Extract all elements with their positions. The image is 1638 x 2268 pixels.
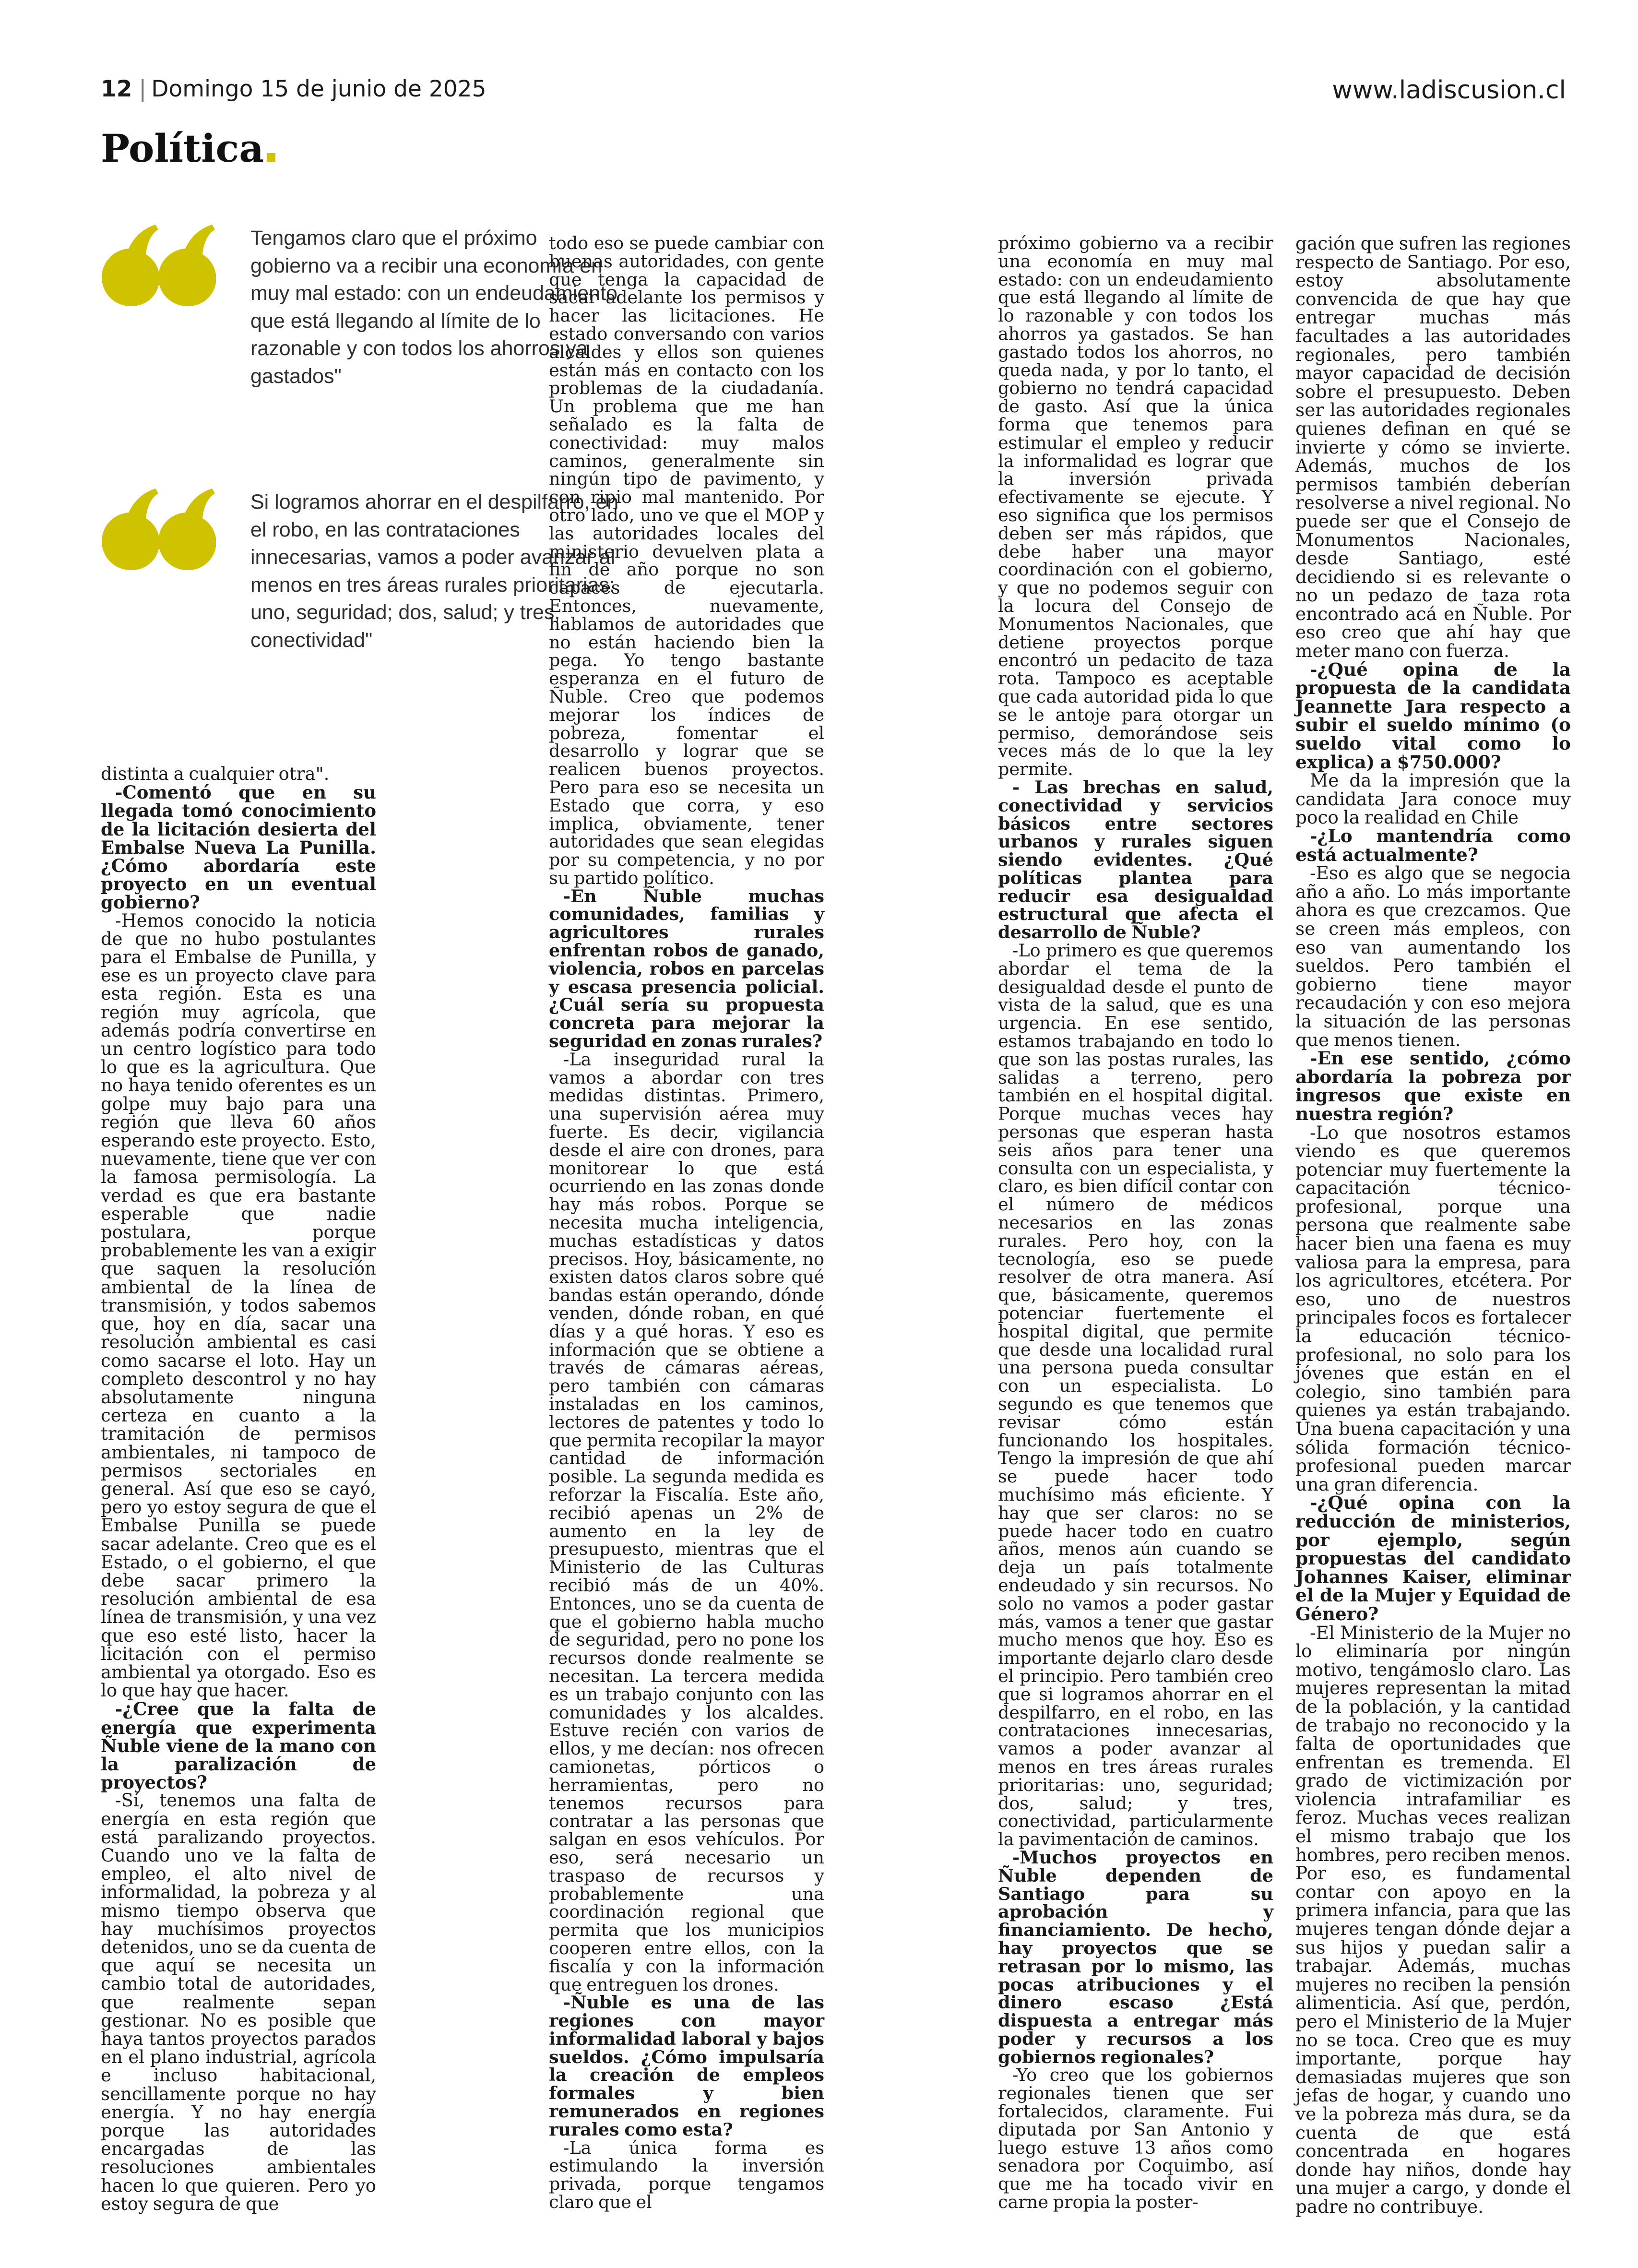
paragraph: distinta a cualquier otra". xyxy=(101,764,330,784)
quote-mark-icon xyxy=(101,225,216,306)
paragraph: -La inseguridad rural la vamos a abordar con tres medidas distintas. Primero, una supervisión aérea muy fuerte. Es decir, vigilancia desde el aire con drones, para monitorear lo que está ocurriendo en las zonas donde hay más robos. Porque se necesita mucha inteligencia, muchas estadísticas y datos precisos. Hoy, básicamente, no existen datos claros sobre qué bandas están operando, dónde venden, dónde roban, en qué días y a qué horas. Y eso es información que se obtiene a través de cámaras aéreas, pero también con cámaras instaladas en los caminos, lectores de patentes y todo lo que permita recopilar la mayor cantidad de información posible. La segunda medida es reforzar la Fiscalía. Este año, recibió apenas un 2% de aumento en la ley de presupuesto, mientras que el Ministerio de las Culturas recibió más de un 40%. Entonces, uno se da cuenta de que el gobierno habla mucho de seguridad, pero no pone los recursos donde realmente se necesitan. La tercera medida es un trabajo conjunto con las comunidades y los alcaldes. Estuve recién con varios de ellos, y me decían: nos ofrecen camionetas, pórticos o herramientas, pero no tenemos recursos para contratar a las personas que salgan en esos vehículos. Por eso, será necesario un traspaso de recursos y probablemente una coordinación regional que permita que los municipios cooperen entre ellos, con la fiscalía y con la información que entreguen los drones. xyxy=(549,1049,824,1995)
paragraph: -Eso es algo que se negocia año a año. Lo más importante ahora es que crezcamos. Que se creen más empleos, con eso van aumentando los sueldos. Pero también el gobierno tiene mayor recaudación y con eso mejora la situación de las personas que menos tienen. xyxy=(1295,862,1571,1050)
paragraph: todo eso se puede cambiar con buenas autoridades, con gente que tenga la capacidad de sacar adelante los permisos y hacer las licitaciones. He estado conversando con varios alcaldes y ellos son quienes están más en contacto con los problemas de la ciudadanía. Un problema que me han señalado es la falta de conectividad: muy malos caminos, generalmente sin ningún tipo de pavimento, y con ripio mal mantenido. Por otro lado, uno ve que el MOP y las autoridades locales del ministerio devuelven plata a fin de año porque no son capaces de ejecutarla. Entonces, nuevamente, hablamos de autoridades que no están haciendo bien la pega. Yo tengo bastante esperanza en el futuro de Ñuble. Creo que podemos mejorar los índices de pobreza, fomentar el desarrollo y lograr que se realicen buenos proyectos. Pero para eso se necesita un Estado que corra, y eso implica, obviamente, tener autoridades que sean elegidas por su competencia, y no por su partido político. xyxy=(549,233,824,888)
pull-quote-text: Si logramos ahorrar en el despilfarro, en el robo, en las contrataciones innecesarias, vamos a poder avanzar al menos en tres áreas rurales prioritarias: uno, seguridad; dos, salud; y tres, conectividad" xyxy=(250,490,619,652)
section-dot-icon xyxy=(267,153,275,162)
paragraph: -Yo creo que los gobiernos regionales tienen que ser fortalecidos, claramente. Fui diputada por San Antonio y luego estuve 13 años como senadora por Coquimbo, así que me ha tocado vivir en carne propia la poster- xyxy=(998,2065,1273,2213)
paragraph: gación que sufren las regiones respecto de Santiago. Por eso, estoy absolutamente convencida de que hay que entregar muchas más facultades a las autoridades regionales, pero también mayor capacidad de decisión sobre el presupuesto. Deben ser las autoridades regionales quienes definan en qué se invierte y cómo se invierte. Además, muchos de los permisos también deberían resolverse a nivel regional. No puede ser que el Consejo de Monumentos Nacionales, desde Santiago, esté decidiendo si es relevante o no un pedazo de taza rota encontrado acá en Ñuble. Por eso creo que ahí hay que meter mano con fuerza. xyxy=(1295,233,1571,662)
page-header xyxy=(101,76,486,102)
interview-question: -Ñuble es una de las regiones con mayor informalidad laboral y bajos sueldos. ¿Cómo impulsaría la creación de empleos formales y bien remunerados en regiones rurales como esta? xyxy=(549,1992,824,2140)
interview-question: -¿Lo mantendría como está actualmente? xyxy=(1295,825,1571,865)
interview-question: -Comentó que en su llegada tomó conocimiento de la licitación desierta del Embalse Nueva La Punilla. ¿Cómo abordaría este proyecto en un eventual gobierno? xyxy=(101,782,376,913)
paragraph: próximo gobierno va a recibir una economía en muy mal estado: con un endeudamiento que está llegando al límite de lo razonable y con todos los ahorros ya gastados. Se han gastado todos los ahorros, no queda nada, y por lo tanto, el gobierno no tendrá capacidad de gasto. Así que la única forma que tenemos para estimular el empleo y reducir la informalidad es lograr que la inversión privada efectivamente se ejecute. Y eso significa que los permisos deben ser más rápidos, que debe haber una mayor coordinación con el gobierno, y que no podemos seguir con la locura del Consejo de Monumentos Nacionales, que detiene proyectos porque encontró un pedacito de taza rota. Tampoco es aceptable que cada autoridad pida lo que se le antoje para otorgar un permiso, demorándose seis veces más de lo que la ley permite. xyxy=(998,233,1273,780)
article-column-1 xyxy=(101,765,376,2213)
paragraph: -Lo primero es que queremos abordar el tema de la desigualdad desde el punto de vista de la salud, que es una urgencia. En ese sentido, estamos trabajando en todo lo que son las postas rurales, las salidas a terreno, pero también en el hospital digital. Porque muchas veces hay personas que esperan hasta seis años para tener una consulta con un especialista, y claro, es bien difícil contar con el número de médicos necesarios en las zonas rurales. Pero hoy, con la tecnología, eso se puede resolver de otra manera. Así que, básicamente, queremos potenciar fuertemente el hospital digital, que permite que desde una localidad rural una persona pueda consultar con un especialista. Lo segundo es que tenemos que revisar cómo están funcionando los hospitales. Tengo la impresión de que ahí se puede hacer todo muchísimo más eficiente. Y hay que ser claros: no se puede hacer todo en cuatro años, menos aún cuando se deja un país totalmente endeudado y sin recursos. No solo no vamos a poder gastar más, vamos a tener que gastar mucho menos que hoy. Eso es importante dejarlo claro desde el principio. Pero también creo que si logramos ahorrar en el despilfarro, en el robo, en las contrataciones innecesarias, vamos a poder avanzar al menos en tres áreas rurales prioritarias: uno, seguridad; dos, salud; y tres, conectividad, particularmente la pavimentación de caminos. xyxy=(998,940,1273,1850)
pull-quote-text: Tengamos claro que el próximo gobierno va a recibir una economía en muy mal estado: con un endeudamiento que está llegando al límite de lo razonable y con todos los ahorros ya gastados" xyxy=(250,227,617,388)
interview-question: -En Ñuble muchas comunidades, familias y agricultores rurales enfrentan robos de ganado, violencia, robos en parcelas y escasa presencia policial. ¿Cuál sería su propuesta concreta para mejorar la seguridad en zonas rurales? xyxy=(549,885,824,1052)
paragraph: -La única forma es estimulando la inversión privada, porque tengamos claro que el xyxy=(549,2137,824,2213)
interview-question: - Las brechas en salud, conectividad y servicios básicos entre sectores urbanos y rurales siguen siendo evidentes. ¿Qué políticas plantea para reducir esa desigualdad estructural que afecta el desarrollo de Ñuble? xyxy=(998,776,1273,943)
article-column-3 xyxy=(998,234,1273,2211)
interview-question: -En ese sentido, ¿cómo abordaría la pobreza por ingresos que existe en nuestra región? xyxy=(1295,1048,1571,1124)
paragraph: -Hemos conocido la noticia de que no hubo postulantes para el Embalse de Punilla, y ese es un proyecto clave para esta región. Esta es una región muy agrícola, que además podría convertirse en un centro logístico para todo lo que es la agricultura. Que no haya tenido oferentes es un golpe muy bajo para una región que lleva 60 años esperando este proyecto. Esto, nuevamente, tiene que ver con la famosa permisología. La verdad es que era bastante esperable que nadie postulara, porque probablemente les van a exigir que saquen la resolución ambiental de la línea de transmisión, y todos sabemos que, hoy en día, sacar una resolución ambiental es casi como sacarse el loto. Hay un completo descontrol y no hay absolutamente ninguna certeza en cuanto a la tramitación de permisos ambientales, ni tampoco de permisos sectoriales en general. Así que eso se cayó, pero yo estoy segura de que el Embalse Punilla se puede sacar adelante. Creo que es el Estado, o el gobierno, el que debe sacar primero la resolución ambiental de esa línea de transmisión, y una vez que eso esté listo, hacer la licitación con el permiso ambiental ya otorgado. Eso es lo que hay que hacer. xyxy=(101,910,376,1701)
page-number: 12 xyxy=(101,76,132,102)
quote-mark-icon xyxy=(101,489,216,570)
paragraph: -Lo que nosotros estamos viendo es que queremos potenciar muy fuertemente la capacitación técnico-profesional, porque una persona que realmente sabe hacer bien una faena es muy valiosa para la empresa, para los agricultores, etcétera. Por eso, uno de nuestros principales focos es fortalecer la educación técnico-profesional, no solo para los jóvenes que están en el colegio, sino también para quienes ya están trabajando. Una buena capacitación y una sólida formación técnico-profesional pueden marcar una gran diferencia. xyxy=(1295,1122,1571,1495)
paragraph: -Sí, tenemos una falta de energía en esta región que está paralizando proyectos. Cuando uno ve la falta de empleo, el alto nivel de informalidad, la pobreza y al mismo tiempo observa que hay muchísimos proyectos detenidos, uno se da cuenta de que aquí se necesita un cambio total de autoridades, que realmente sepan gestionar. No es posible que haya tantos proyectos parados en el plano industrial, agrícola e incluso habitacional, sencillamente porque no hay energía. Y no hay energía porque las autoridades encargadas de las resoluciones ambientales hacen lo que quieren. Pero yo estoy segura de que xyxy=(101,1790,376,2214)
pull-quote-1 xyxy=(101,225,617,445)
interview-question: -Muchos proyectos en Ñuble dependen de Santiago para su aprobación y financiamiento. De hecho, hay proyectos que se retrasan por lo mismo, las pocas atribuciones y el dinero escaso ¿Está dispuesta a entregar más poder y recursos a los gobiernos regionales? xyxy=(998,1847,1273,2067)
issue-date: Domingo 15 de junio de 2025 xyxy=(151,76,487,102)
paragraph: -El Ministerio de la Mujer no lo eliminaría por ningún motivo, tengámoslo claro. Las mujeres representan la mitad de la población, y la cantidad de trabajo no reconocido y la falta de oportunidades que enfrentan es tremenda. El grado de victimización por violencia intrafamiliar es feroz. Muchas veces realizan el mismo trabajo que los hombres, pero reciben menos. Por eso, es fundamental contar con apoyo en la primera infancia, para que las mujeres tengan dónde dejar a sus hijos y puedan salir a trabajar. Además, muchas mujeres no reciben la pensión alimenticia. Así que, perdón, pero el Ministerio de la Mujer no se toca. Creo que es muy importante, porque hay demasiadas mujeres que son jefas de hogar, y cuando uno ve la pobreza más dura, se da cuenta de que está concentrada en hogares donde hay niños, donde hay una mujer a cargo, y donde el padre no contribuye. xyxy=(1295,1622,1571,2217)
header-separator: | xyxy=(139,76,147,102)
section-title-text: Política xyxy=(101,126,264,171)
paragraph: Me da la impresión que la candidata Jara conoce muy poco la realidad en Chile xyxy=(1295,770,1571,828)
article-column-4 xyxy=(1295,234,1571,2216)
interview-question: -¿Qué opina de la propuesta de la candidata Jeannette Jara respecto a subir el sueldo mínimo (o sueldo vital como lo explica) a $750.000? xyxy=(1295,658,1571,773)
interview-question: -¿Cree que la falta de energía que experimenta Ñuble viene de la mano con la paralización de proyectos? xyxy=(101,1698,376,1793)
article-column-2 xyxy=(549,234,824,2211)
pull-quote-2 xyxy=(101,489,619,728)
section-title xyxy=(101,126,275,171)
interview-question: -¿Qué opina con la reducción de ministerios, por ejemplo, según propuestas del candidato Johannes Kaiser, eliminar el de la Mujer y Equidad de Género? xyxy=(1295,1492,1571,1624)
website-url: www.ladiscusion.cl xyxy=(1332,76,1566,105)
